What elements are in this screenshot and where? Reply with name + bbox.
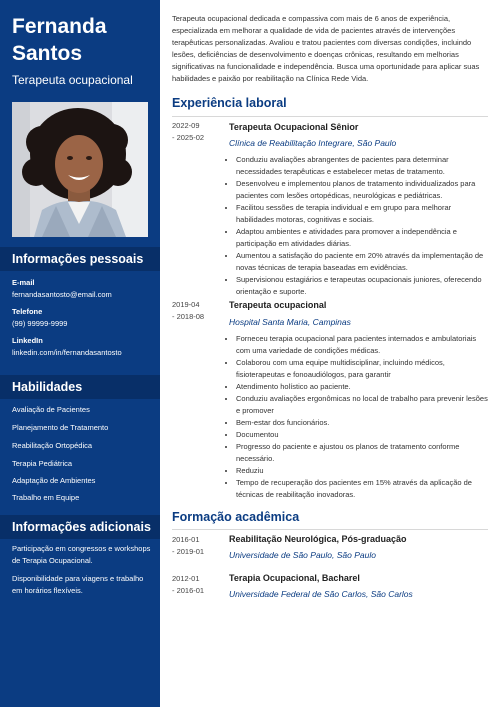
email-value[interactable]: fernandasantosto@email.com	[12, 290, 112, 299]
job-bullets	[236, 154, 488, 298]
phone-value: (99) 99999-9999	[12, 319, 68, 328]
job-bullets	[236, 333, 488, 501]
job-date-end: - 2018-08	[172, 312, 205, 321]
job-company: Clínica de Reabilitação Integrare, São Paulo	[229, 138, 397, 148]
experience-heading: Experiência laboral	[172, 96, 287, 110]
job-bullet: • Progresso do paciente e ajustou os planos de tratamento conforme necessário.	[236, 441, 488, 465]
linkedin-value[interactable]: linkedin.com/in/fernandasantosto	[12, 348, 122, 357]
email-label: E-mail	[12, 278, 35, 287]
additional-info-item: Participação em congressos e workshops de Terapia Ocupacional.	[12, 544, 151, 565]
job-role: Terapeuta ocupacional	[229, 300, 327, 310]
job-company: Hospital Santa Maria, Campinas	[229, 317, 351, 327]
job-bullet: • Bem-estar dos funcionários.	[236, 417, 488, 429]
sidebar	[0, 0, 160, 707]
job-bullet: • Supervisionou estagiários e terapeutas ocupacionais juniores, oferecendo orientação e suporte.	[236, 274, 488, 298]
candidate-title: Terapeuta ocupacional	[12, 73, 133, 87]
edu-date-start: 2016-01	[172, 535, 200, 544]
skill-item: Avaliação de Pacientes	[12, 405, 90, 414]
job-role: Terapeuta Ocupacional Sênior	[229, 122, 359, 132]
linkedin-label: LinkedIn	[12, 336, 43, 345]
job-bullet: • Forneceu terapia ocupacional para pacientes internados e ambulatoriais com uma variedade de condições médicas.	[236, 333, 488, 357]
job-bullet: • Conduziu avaliações abrangentes de pacientes para determinar necessidades terapêuticas e estabelecer metas de tratamento.	[236, 154, 488, 178]
job-date-end: - 2025-02	[172, 133, 205, 142]
additional-info-heading: Informações adicionais	[12, 520, 151, 534]
job-bullet: • Aumentou a satisfação do paciente em 20% através da implementação de novas técnicas de terapia baseadas em evidências.	[236, 250, 488, 274]
profile-photo	[12, 102, 148, 237]
personal-info-heading: Informações pessoais	[12, 252, 144, 266]
edu-school: Universidade de São Paulo, São Paulo	[229, 550, 376, 560]
job-bullet: • Documentou	[236, 429, 488, 441]
edu-degree: Terapia Ocupacional, Bacharel	[229, 573, 360, 583]
additional-info-item: Disponibilidade para viagens e trabalho em horários flexíveis.	[12, 574, 144, 595]
edu-school: Universidade Federal de São Carlos, São Carlos	[229, 589, 413, 599]
job-bullet: • Adaptou ambientes e atividades para promover a independência e participação em atividades diárias.	[236, 226, 488, 250]
education-divider	[172, 529, 488, 530]
job-bullet: • Reduziu	[236, 465, 488, 477]
skill-item: Terapia Pediátrica	[12, 459, 73, 468]
job-bullet: • Atendimento holístico ao paciente.	[236, 381, 488, 393]
job-date-start: 2022-09	[172, 121, 200, 130]
job-date-start: 2019-04	[172, 300, 200, 309]
job-bullet: • Desenvolveu e implementou planos de tratamento individualizados para pacientes com lesões ortopédicas, neurológicas e pediátricas.	[236, 178, 488, 202]
edu-date-start: 2012-01	[172, 574, 200, 583]
skill-item: Adaptação de Ambientes	[12, 476, 96, 485]
edu-degree: Reabilitação Neurológica, Pós-graduação	[229, 534, 407, 544]
experience-divider	[172, 116, 488, 117]
professional-summary: Terapeuta ocupacional dedicada e compassiva com mais de 6 anos de experiência, especializada em melhorar a qualidade de vida de pacientes através de intervenções terapêuticas personalizadas. Avaliou e tratou pacientes com diversas condições, incluindo lesões, deficiências de desenvolvimento e doenças crônicas, resultando em melhorias significativas na funcionalidade e independência. Busca uma oportunidade para aplicar suas habilidades e paixão por reabilitação na Clínica Rede Vida.	[172, 14, 480, 83]
edu-date-end: - 2019-01	[172, 547, 205, 556]
education-heading: Formação acadêmica	[172, 510, 300, 524]
job-bullet: • Colaborou com uma equipe multidisciplinar, incluindo médicos, fisioterapeutas e fonoaudiólogos, para garantir	[236, 357, 488, 381]
skill-item: Planejamento de Tratamento	[12, 423, 109, 432]
job-bullet: • Tempo de recuperação dos pacientes em 15% através da aplicação de técnicas de reabilitação inovadoras.	[236, 477, 488, 501]
phone-label: Telefone	[12, 307, 43, 316]
skill-item: Trabalho em Equipe	[12, 493, 80, 502]
profile-photo-illustration	[12, 102, 148, 237]
skill-item: Reabilitação Ortopédica	[12, 441, 93, 450]
candidate-name: Fernanda Santos	[12, 15, 107, 65]
edu-date-end: - 2016-01	[172, 586, 205, 595]
job-bullet: • Conduziu avaliações ergonômicas no local de trabalho para prevenir lesões e promover	[236, 393, 488, 417]
skills-heading: Habilidades	[12, 380, 83, 394]
job-bullet: • Facilitou sessões de terapia individual e em grupo para melhorar habilidades motoras, cognitivas e sociais.	[236, 202, 488, 226]
